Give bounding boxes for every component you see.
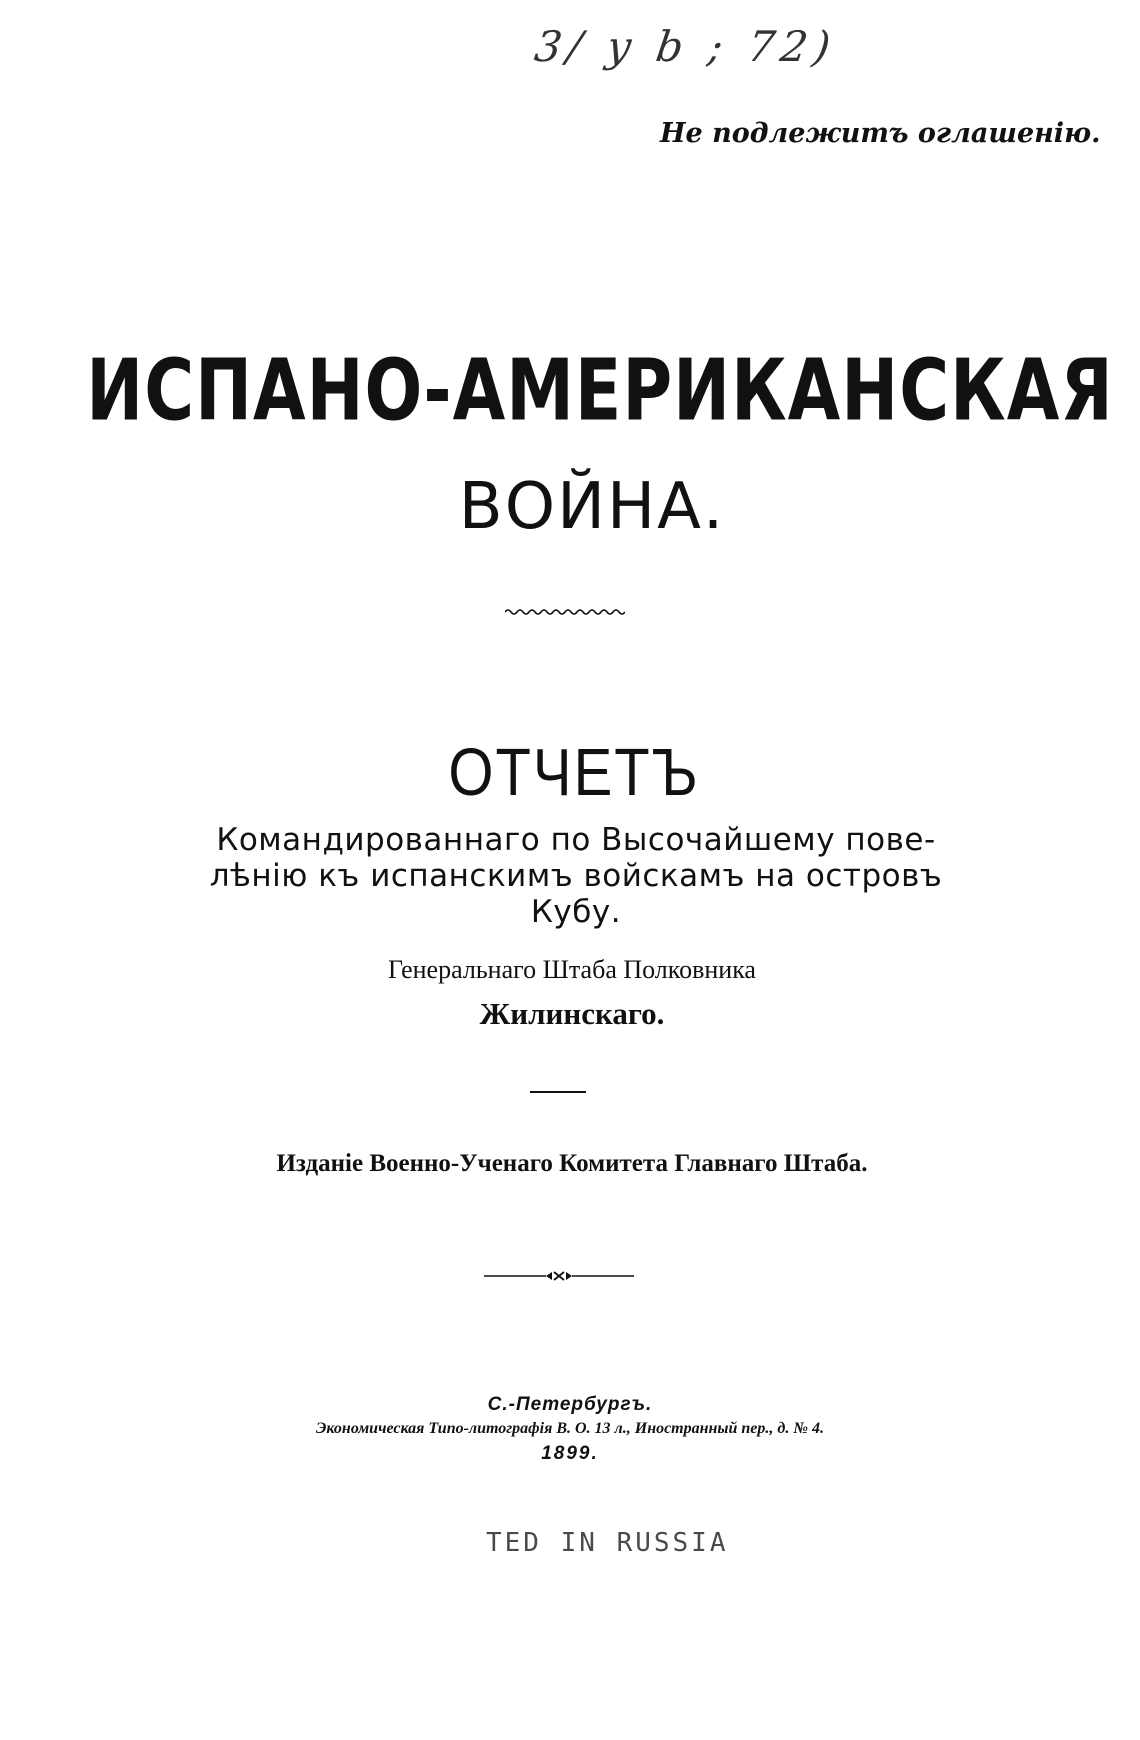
imprint-city: С.-Петербургъ. [487, 1394, 653, 1415]
library-stamp: TED IN RUSSIA [486, 1528, 729, 1558]
main-title-line-2: ВОЙНА. [458, 470, 726, 544]
imprint-year: 1899. [541, 1443, 599, 1464]
report-heading: ОТЧЕТЪ [448, 735, 700, 810]
restriction-note: Не подлежитъ оглашенію. [660, 118, 1101, 149]
wave-divider [505, 606, 625, 618]
subtitle-line-3: Кубу. [530, 894, 622, 930]
subtitle-line-1: Командированнаго по Высочайшему пове- [216, 822, 936, 858]
main-title-line-1: ИСПАНО-АМЕРИКАНСКАЯ [86, 342, 1114, 441]
author-rank: Генеральнаго Штаба Полковника [388, 955, 756, 984]
author-name: Жилинскаго. [479, 996, 665, 1031]
ornament-divider [484, 1270, 634, 1282]
imprint-printer: Экономическая Типо-литографія В. О. 13 л., Иностранный пер., д. № 4. [316, 1420, 824, 1437]
publisher-line: Изданіе Военно-Ученаго Комитета Главнаго Штаба. [276, 1150, 868, 1177]
handwritten-shelf-mark: 3/ y b ; 72) [531, 22, 840, 71]
short-rule-divider [530, 1091, 586, 1093]
subtitle-line-2: лѣнію къ испанскимъ войскамъ на островъ [209, 858, 943, 894]
